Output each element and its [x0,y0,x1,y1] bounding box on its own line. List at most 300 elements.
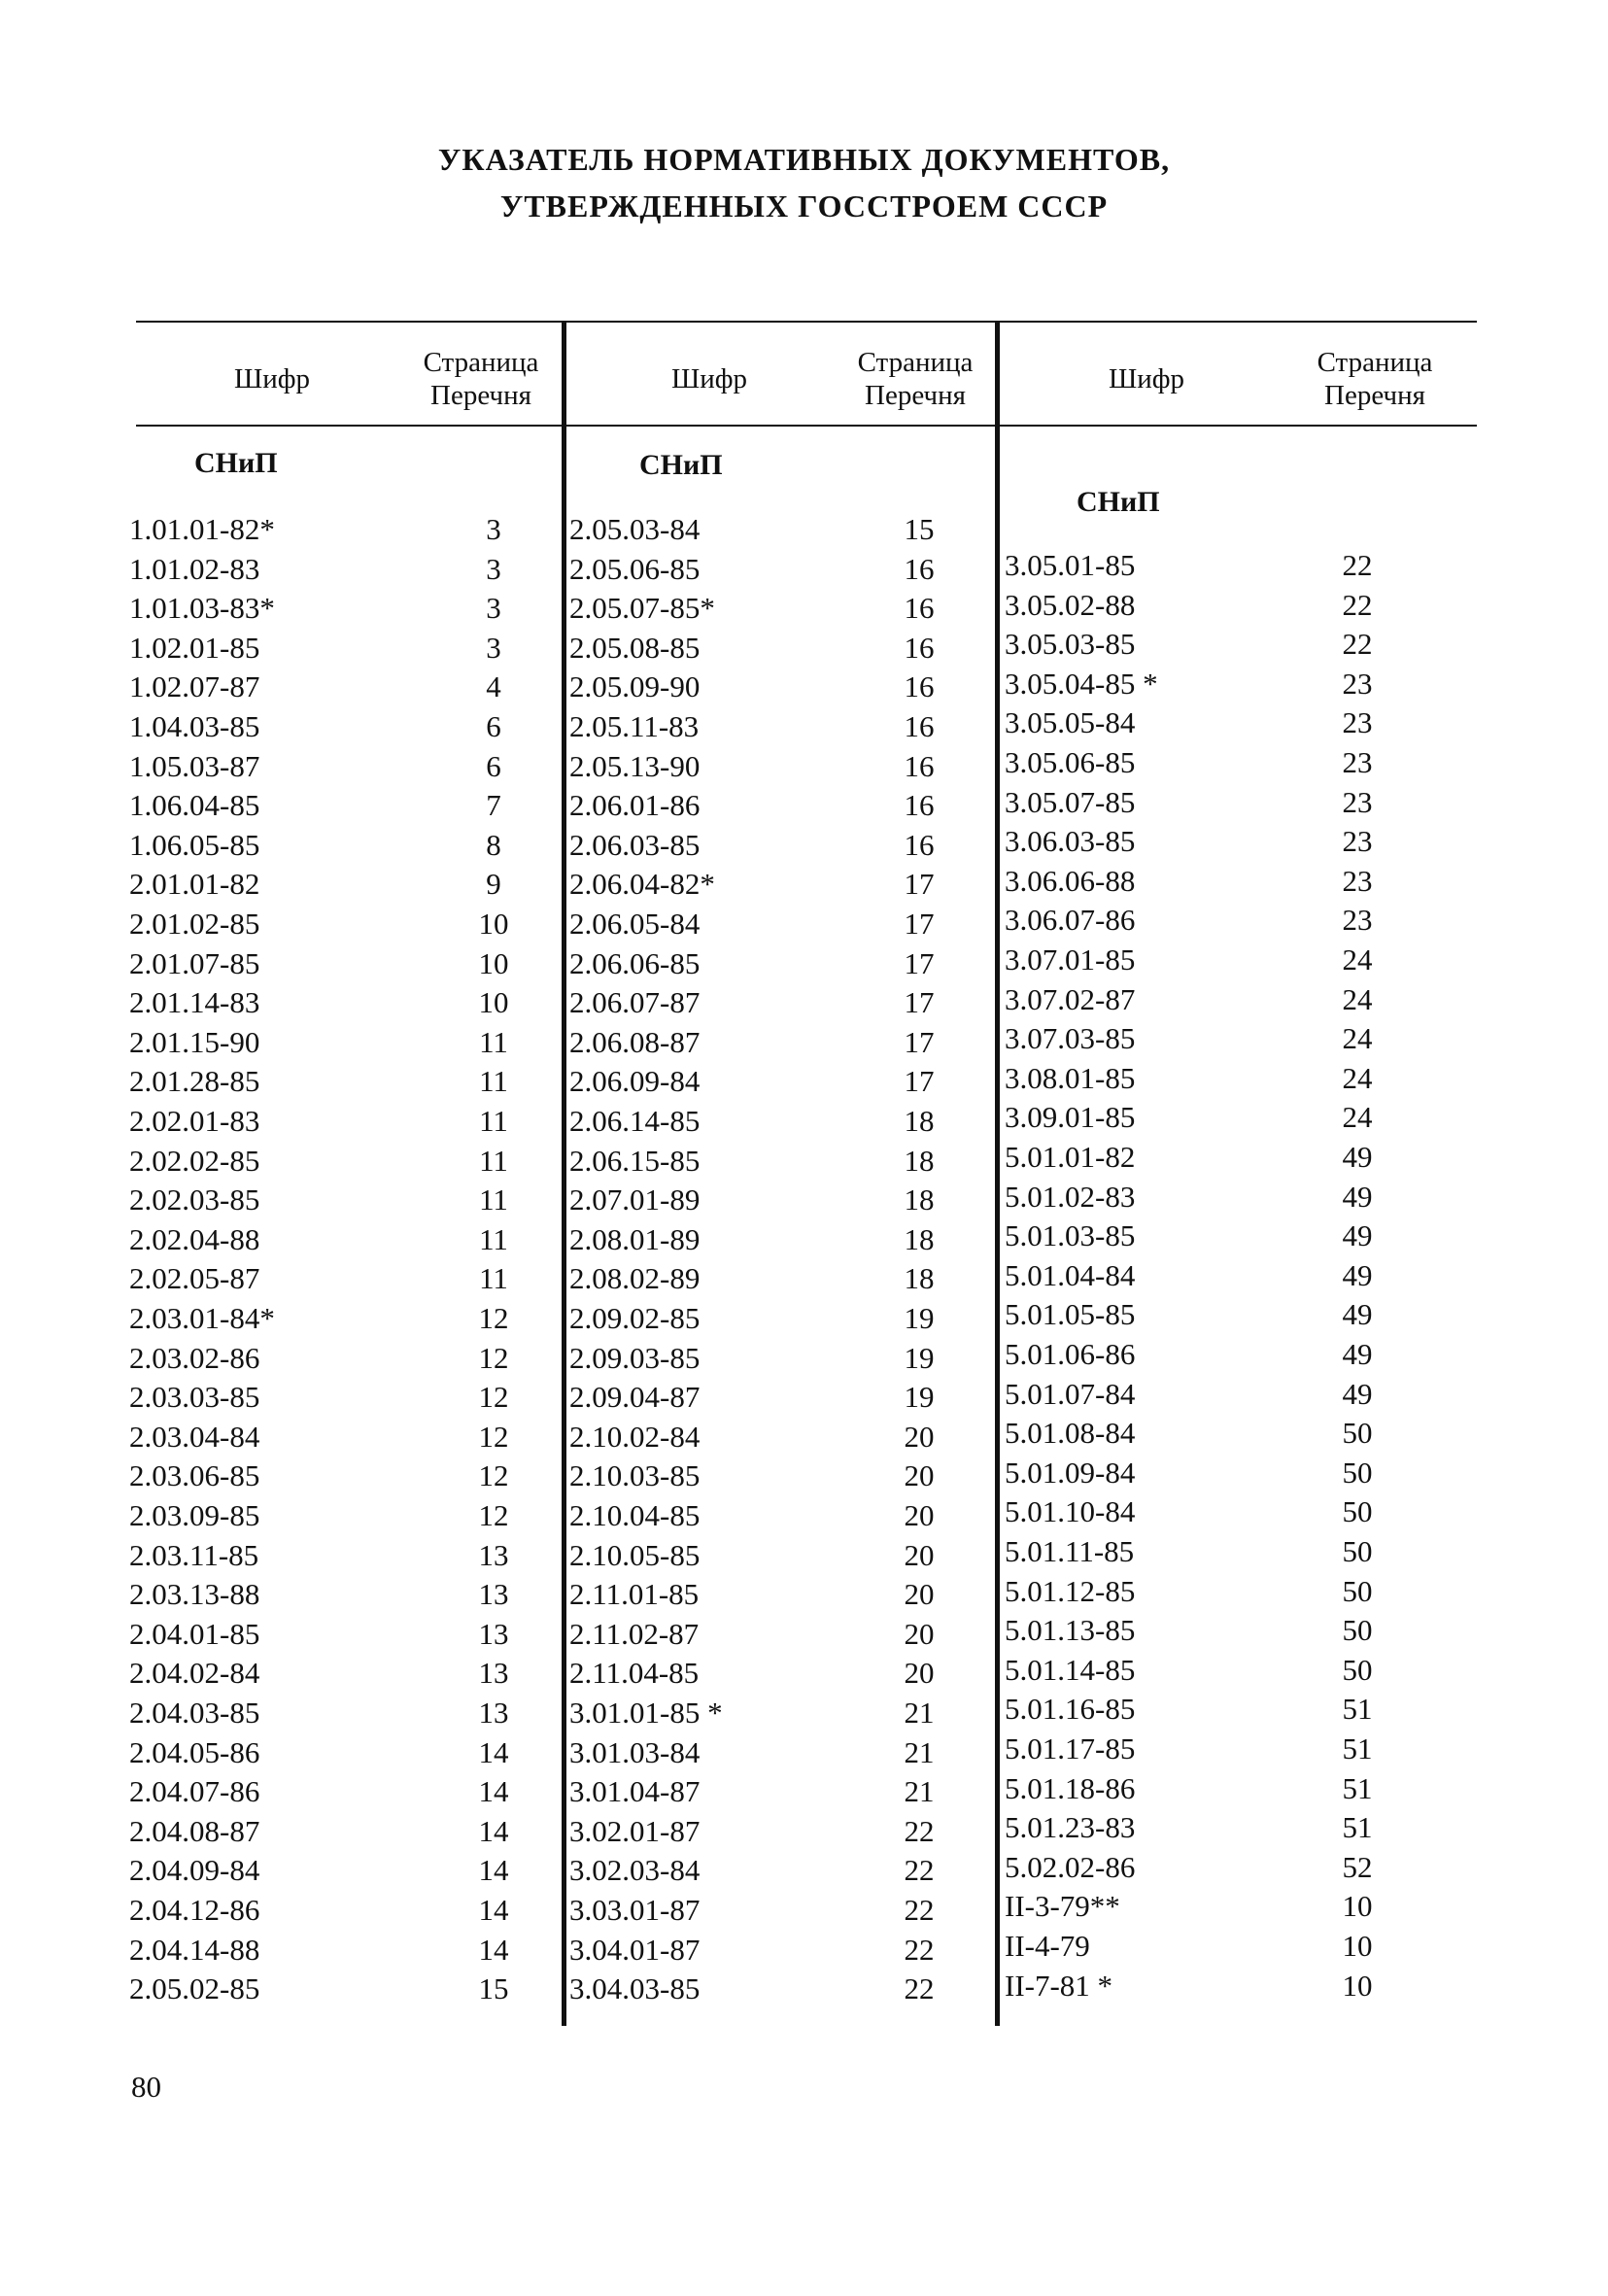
document-code: 2.03.13-88 [129,1577,260,1611]
table-row [129,1418,557,1456]
table-row [1005,1414,1471,1453]
list-page-number: 11 [479,1222,508,1256]
table-row [129,1181,557,1219]
list-page-number: 14 [478,1735,509,1769]
table-row [569,1418,993,1456]
list-page-number: 23 [1342,667,1373,701]
document-code: 3.09.01-85 [1005,1100,1136,1134]
document-code: 3.05.07-85 [1005,785,1136,819]
header-page-line1: Страница [857,347,974,378]
list-page-number: 4 [486,669,501,703]
document-code: 2.07.01-89 [569,1182,701,1217]
document-code: 5.01.23-83 [1005,1810,1136,1844]
document-code: 1.06.04-85 [129,788,260,822]
document-code: 2.09.02-85 [569,1301,701,1335]
document-code: 2.02.04-88 [129,1222,260,1256]
table-row [129,1851,557,1890]
table-row [569,1615,993,1654]
table-row [1005,703,1471,742]
document-code: 2.06.04-82* [569,867,715,901]
list-page-number: 12 [478,1301,509,1335]
list-page-number: 50 [1342,1613,1373,1647]
list-page-number: 51 [1342,1771,1373,1805]
document-code: 3.01.04-87 [569,1774,701,1808]
document-code: 2.03.11-85 [129,1538,259,1572]
document-code: 5.01.07-84 [1005,1377,1136,1411]
list-page-number: 3 [486,591,501,625]
list-page-number: 23 [1342,824,1373,858]
table-row [129,1654,557,1693]
list-page-number: 22 [1342,627,1373,661]
list-page-number: 22 [904,1814,935,1848]
table-row [1005,586,1471,625]
table-row [129,747,557,786]
document-code: 2.05.07-85* [569,591,715,625]
document-code: 2.06.14-85 [569,1104,701,1138]
document-code: 5.01.08-84 [1005,1416,1136,1450]
document-code: 1.01.02-83 [129,552,260,586]
list-page-number: 50 [1342,1416,1373,1450]
document-code: 2.09.04-87 [569,1380,701,1414]
document-code: 1.06.05-85 [129,828,260,862]
document-code: 3.06.06-88 [1005,864,1136,898]
document-code: 5.01.16-85 [1005,1692,1136,1726]
list-page-number: 3 [486,552,501,586]
document-code: 2.06.09-84 [569,1064,701,1098]
table-row [1005,1769,1471,1808]
document-code: 2.03.04-84 [129,1420,260,1454]
list-page-number: 9 [486,867,501,901]
table-row [1005,1138,1471,1177]
list-page-number: 23 [1342,705,1373,739]
document-code: 2.03.01-84* [129,1301,275,1335]
document-code: 2.05.08-85 [569,631,701,665]
list-page-number: 51 [1342,1810,1373,1844]
document-code: 2.10.03-85 [569,1458,701,1492]
table-row [1005,980,1471,1019]
document-code: 5.02.02-86 [1005,1850,1136,1884]
document-code: 3.02.01-87 [569,1814,701,1848]
list-page-number: 21 [904,1735,935,1769]
document-code: 5.01.12-85 [1005,1574,1136,1608]
table-row [1005,1217,1471,1255]
document-code: 3.01.03-84 [569,1735,701,1769]
list-page-number: 12 [478,1341,509,1375]
document-code: 3.05.03-85 [1005,627,1136,661]
list-page-number: 22 [904,1893,935,1927]
table-row [129,1615,557,1654]
list-page-number: 12 [478,1498,509,1532]
document-code: 2.10.04-85 [569,1498,701,1532]
table-row [569,1220,993,1259]
table-row [569,1851,993,1890]
table-row [569,747,993,786]
list-page-number: 20 [904,1458,935,1492]
list-page-number: 17 [904,907,935,941]
list-page-number: 14 [478,1853,509,1887]
table-row [129,786,557,825]
document-code: 2.05.09-90 [569,669,701,703]
header-page-line1: Страница [1317,347,1433,378]
list-page-number: 11 [479,1064,508,1098]
section-label-col3: СНиП [1077,486,1160,518]
table-row [1005,665,1471,703]
table-row [1005,1611,1471,1650]
document-code: 3.05.01-85 [1005,548,1136,582]
document-code: 1.01.01-82* [129,512,275,546]
table-row [569,905,993,943]
list-page-number: 11 [479,1025,508,1059]
document-code: 2.05.11-83 [569,709,700,743]
table-row [569,944,993,983]
document-code: 2.04.05-86 [129,1735,260,1769]
table-row [569,1891,993,1930]
table-row [129,826,557,865]
document-code: 5.01.14-85 [1005,1653,1136,1687]
document-code: 1.04.03-85 [129,709,260,743]
list-page-number: 12 [478,1420,509,1454]
table-row [1005,901,1471,940]
table-row [129,1378,557,1417]
table-row [569,550,993,589]
document-code: 2.08.01-89 [569,1222,701,1256]
document-code: 2.04.14-88 [129,1933,260,1967]
list-page-number: 20 [904,1617,935,1651]
table-row [129,1496,557,1535]
list-page-number: 3 [486,512,501,546]
list-page-number: 50 [1342,1653,1373,1687]
table-row [129,1220,557,1259]
document-code: 2.10.05-85 [569,1538,701,1572]
table-row [129,1931,557,1970]
list-page-number: 10 [1342,1889,1373,1923]
document-code: 3.01.01-85 * [569,1696,723,1730]
table-row [129,1102,557,1141]
list-page-number: 17 [904,1025,935,1059]
document-title-line-1: УКАЗАТЕЛЬ НОРМАТИВНЫХ ДОКУМЕНТОВ, [437,142,1171,177]
list-page-number: 18 [904,1261,935,1295]
table-row [129,1023,557,1062]
table-row [569,668,993,706]
document-code: 5.01.05-85 [1005,1297,1136,1331]
table-row [569,1536,993,1575]
table-row [569,629,993,668]
list-page-number: 15 [904,512,935,546]
table-row [569,786,993,825]
list-page-number: 22 [1342,588,1373,622]
table-row [569,1694,993,1732]
list-page-number: 14 [478,1933,509,1967]
list-page-number: 21 [904,1696,935,1730]
list-page-number: 24 [1342,1021,1373,1055]
list-page-number: 24 [1342,982,1373,1016]
list-page-number: 24 [1342,1100,1373,1134]
table-row [569,1062,993,1101]
table-row [129,707,557,746]
document-code: 2.01.15-90 [129,1025,260,1059]
document-code: 5.01.02-83 [1005,1180,1136,1214]
list-page-number: 10 [1342,1969,1373,2003]
table-row [129,510,557,549]
table-row [569,1496,993,1535]
table-row [129,1142,557,1181]
document-code: 3.02.03-84 [569,1853,701,1887]
list-page-number: 11 [479,1144,508,1178]
list-page-number: 50 [1342,1534,1373,1568]
table-row [129,944,557,983]
document-code: 5.01.01-82 [1005,1140,1136,1174]
list-page-number: 49 [1342,1377,1373,1411]
table-row [569,707,993,746]
document-code: 2.04.12-86 [129,1893,260,1927]
list-page-number: 49 [1342,1140,1373,1174]
list-page-number: 11 [479,1261,508,1295]
table-row [129,1339,557,1378]
header-page-line2: Перечня [865,380,966,411]
table-row [129,983,557,1022]
table-row [129,1772,557,1811]
list-page-number: 20 [904,1420,935,1454]
table-row [569,865,993,904]
document-code: 2.11.04-85 [569,1656,700,1690]
list-page-number: 16 [904,709,935,743]
list-page-number: 23 [1342,785,1373,819]
document-code: 5.01.09-84 [1005,1456,1136,1490]
list-page-number: 15 [478,1971,509,2005]
list-page-number: 24 [1342,1061,1373,1095]
table-row [1005,1295,1471,1334]
list-page-number: 49 [1342,1218,1373,1252]
table-row [1005,1375,1471,1414]
header-code-col1: Шифр [233,363,311,394]
table-row [1005,1492,1471,1531]
document-code: 2.06.01-86 [569,788,701,822]
list-page-number: 50 [1342,1574,1373,1608]
document-code: 5.01.10-84 [1005,1494,1136,1528]
list-page-number: 3 [486,631,501,665]
table-row [569,589,993,628]
table-row [1005,625,1471,664]
list-page-number: 49 [1342,1258,1373,1292]
document-code: 5.01.06-86 [1005,1337,1136,1371]
list-page-number: 16 [904,631,935,665]
document-code: 2.08.02-89 [569,1261,701,1295]
document-code: 2.01.14-83 [129,985,260,1019]
list-page-number: 14 [478,1774,509,1808]
document-code: 2.02.05-87 [129,1261,260,1295]
list-page-number: 10 [478,985,509,1019]
table-row [569,1339,993,1378]
table-row [1005,1019,1471,1058]
document-title-line-2: УТВЕРЖДЕННЫХ ГОССТРОЕМ СССР [499,188,1109,223]
document-code: 5.01.04-84 [1005,1258,1136,1292]
list-page-number: 6 [486,709,501,743]
list-page-number: 18 [904,1104,935,1138]
document-code: 2.04.02-84 [129,1656,260,1690]
list-page-number: 13 [478,1577,509,1611]
document-code: 2.01.07-85 [129,946,260,980]
document-code: 2.11.01-85 [569,1577,700,1611]
document-code: 2.04.09-84 [129,1853,260,1887]
list-page-number: 11 [479,1182,508,1217]
document-code: 3.06.07-86 [1005,903,1136,937]
list-page-number: 18 [904,1144,935,1178]
table-row [569,1931,993,1970]
table-row [569,1023,993,1062]
list-page-number: 16 [904,828,935,862]
list-page-number: 7 [486,788,501,822]
document-code: 2.06.06-85 [569,946,701,980]
table-row [1005,1848,1471,1887]
table-row [569,1772,993,1811]
column-separator-2 [995,321,1000,2026]
list-page-number: 19 [904,1301,935,1335]
list-page-number: 17 [904,946,935,980]
table-row [569,1654,993,1693]
list-page-number: 23 [1342,864,1373,898]
table-row [129,589,557,628]
list-page-number: 17 [904,985,935,1019]
document-code: 1.02.07-87 [129,669,260,703]
list-page-number: 20 [904,1577,935,1611]
table-row [129,905,557,943]
table-row [569,1456,993,1495]
table-row [129,629,557,668]
table-row [1005,1098,1471,1137]
table-row [1005,1967,1471,2005]
document-code: 3.05.06-85 [1005,745,1136,779]
document-code: 2.11.02-87 [569,1617,700,1651]
document-code: 2.03.03-85 [129,1380,260,1414]
table-row [1005,1256,1471,1295]
document-code: 2.04.03-85 [129,1696,260,1730]
list-page-number: 13 [478,1617,509,1651]
document-code: 2.03.06-85 [129,1458,260,1492]
document-code: 3.08.01-85 [1005,1061,1136,1095]
document-code: 3.03.01-87 [569,1893,701,1927]
table-row [569,1181,993,1219]
document-code: 3.04.01-87 [569,1933,701,1967]
document-code: 3.07.03-85 [1005,1021,1136,1055]
list-page-number: 16 [904,552,935,586]
document-code: 2.04.07-86 [129,1774,260,1808]
document-code: 2.05.03-84 [569,512,701,546]
list-page-number: 51 [1342,1692,1373,1726]
table-row [1005,1572,1471,1611]
column-separator-1 [562,321,566,2026]
list-page-number: 16 [904,749,935,783]
document-code: 1.02.01-85 [129,631,260,665]
table-row [129,1733,557,1772]
document-code: 2.06.07-87 [569,985,701,1019]
table-row [1005,1335,1471,1374]
list-page-number: 13 [478,1656,509,1690]
document-code: II-3-79** [1005,1889,1120,1923]
table-row [1005,1690,1471,1729]
table-row [129,1812,557,1851]
table-row [129,1456,557,1495]
document-code: 2.01.02-85 [129,907,260,941]
document-code: 2.06.15-85 [569,1144,701,1178]
table-row [1005,1532,1471,1571]
header-page-col2 [838,335,993,423]
document-code: II-7-81 * [1005,1969,1113,2003]
table-row [1005,546,1471,585]
header-page-line2: Перечня [1324,380,1425,411]
table-row [129,668,557,706]
header-page-line1: Страница [423,347,539,378]
header-page-col3 [1283,335,1467,423]
table-row [569,826,993,865]
table-row [129,865,557,904]
document-code: 5.01.17-85 [1005,1731,1136,1765]
document-code: 2.02.01-83 [129,1104,260,1138]
document-code: 1.05.03-87 [129,749,260,783]
document-code: 3.06.03-85 [1005,824,1136,858]
document-code: 2.03.02-86 [129,1341,260,1375]
document-code: 2.05.06-85 [569,552,701,586]
list-page-number: 13 [478,1696,509,1730]
document-code: 2.03.09-85 [129,1498,260,1532]
list-page-number: 22 [904,1853,935,1887]
list-page-number: 12 [478,1458,509,1492]
table-header-rule [136,425,1477,427]
list-page-number: 16 [904,669,935,703]
table-row [1005,822,1471,861]
list-page-number: 16 [904,591,935,625]
table-row [1005,1059,1471,1098]
table-row [569,1812,993,1851]
table-row [569,1733,993,1772]
document-code: 2.01.28-85 [129,1064,260,1098]
document-code: 2.04.08-87 [129,1814,260,1848]
list-page-number: 22 [904,1933,935,1967]
table-row [569,1259,993,1298]
document-code: 1.01.03-83* [129,591,275,625]
table-row [129,1536,557,1575]
list-page-number: 19 [904,1380,935,1414]
table-row [569,1299,993,1338]
document-code: 5.01.03-85 [1005,1218,1136,1252]
header-page-col1 [403,335,559,423]
document-code: 3.05.05-84 [1005,705,1136,739]
list-page-number: 19 [904,1341,935,1375]
table-row [1005,1651,1471,1690]
table-row [1005,1178,1471,1217]
list-page-number: 8 [486,828,501,862]
list-page-number: 11 [479,1104,508,1138]
document-code: 5.01.18-86 [1005,1771,1136,1805]
table-row [129,1891,557,1930]
list-page-number: 18 [904,1222,935,1256]
document-code: 3.07.01-85 [1005,942,1136,977]
table-row [569,1970,993,2008]
list-page-number: 50 [1342,1456,1373,1490]
document-code: 3.05.04-85 * [1005,667,1158,701]
table-row [1005,783,1471,822]
list-page-number: 14 [478,1814,509,1848]
list-page-number: 10 [478,946,509,980]
header-code-col2: Шифр [670,363,748,394]
list-page-number: 6 [486,749,501,783]
table-row [1005,941,1471,979]
document-code: 3.07.02-87 [1005,982,1136,1016]
list-page-number: 22 [904,1971,935,2005]
document-code: 2.06.05-84 [569,907,701,941]
table-row [129,1062,557,1101]
list-page-number: 24 [1342,942,1373,977]
document-code: 2.06.08-87 [569,1025,701,1059]
